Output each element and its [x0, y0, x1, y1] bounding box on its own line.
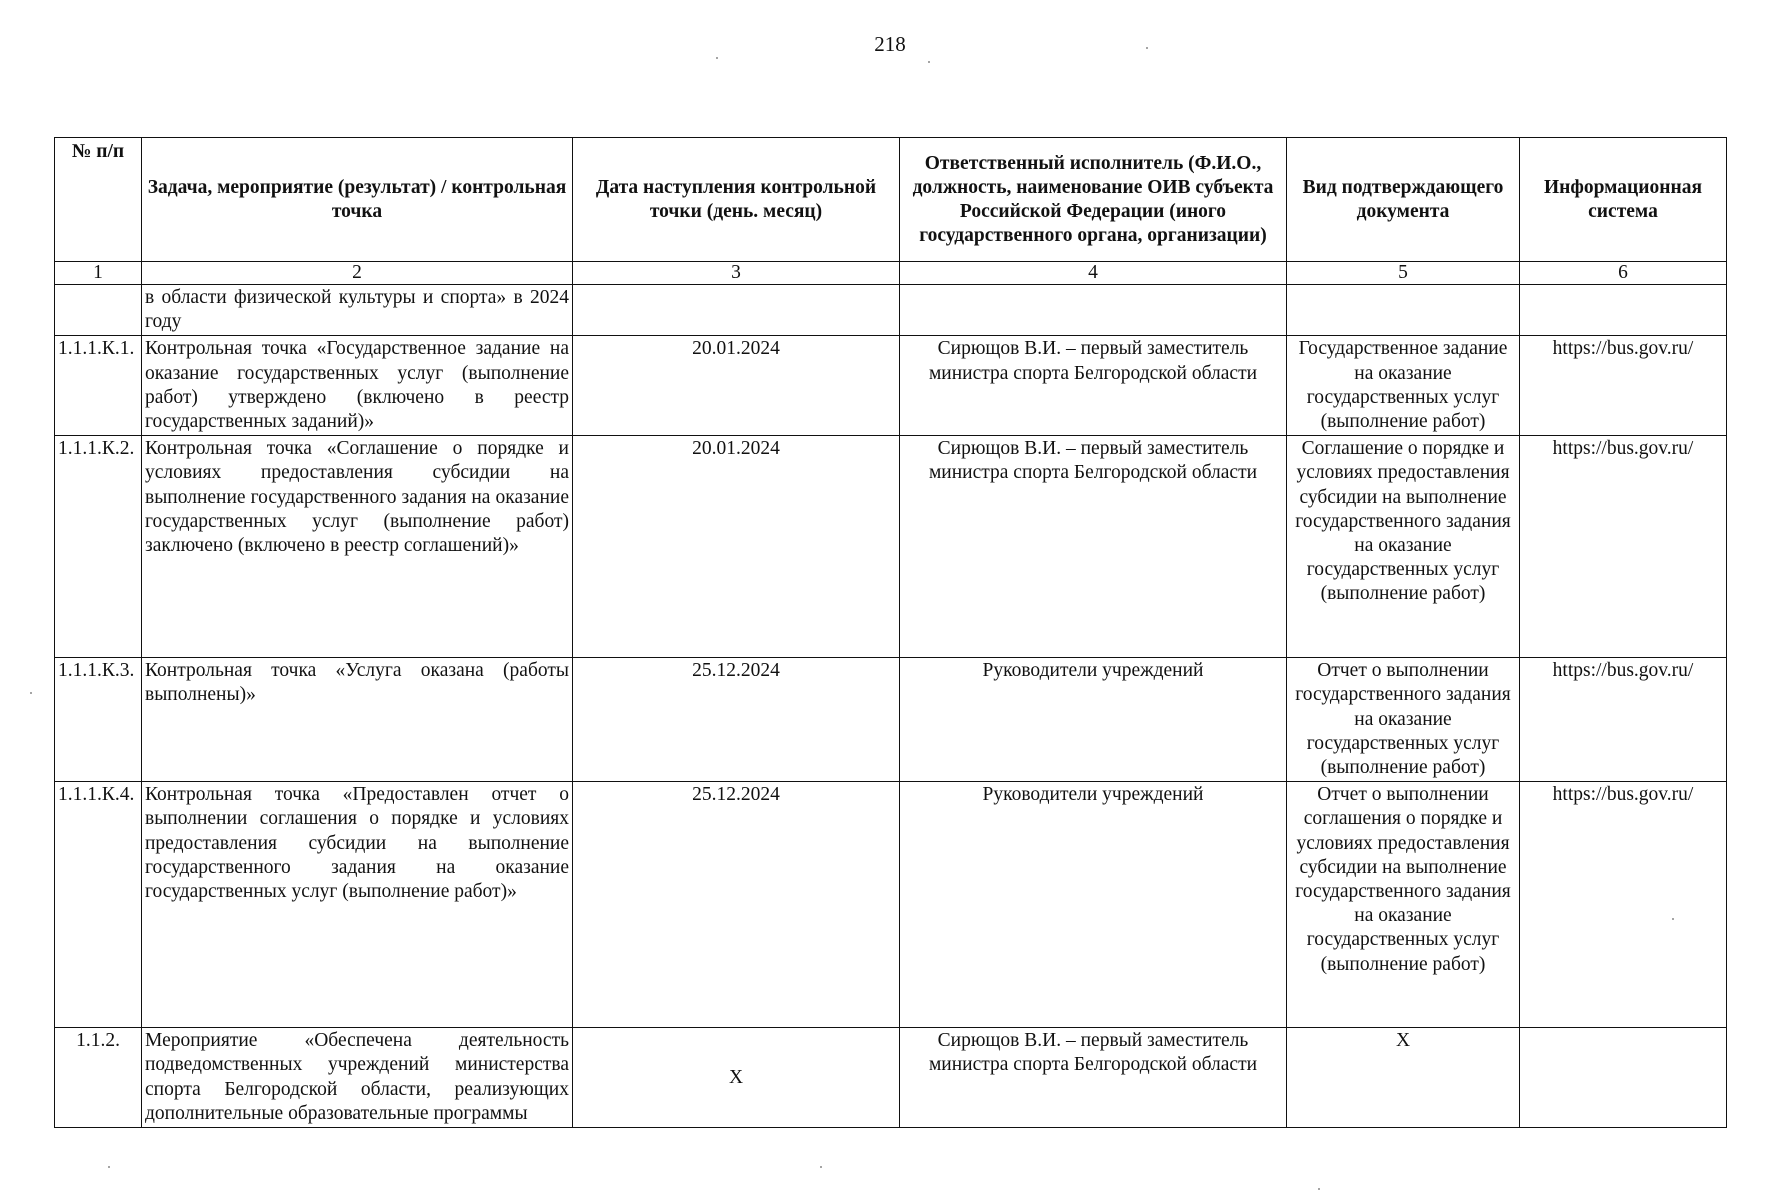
row-task: Контрольная точка «Услуга оказана (работы выполнены)»: [142, 658, 573, 782]
header-task: Задача, мероприятие (результат) / контрольная точка: [142, 138, 573, 262]
row-task: Мероприятие «Обеспечена деятельность подведомственных учреждений министерства спорта Белгородской области, реализующих дополнительные образовательные программы: [142, 1028, 573, 1128]
row-document: Соглашение о порядке и условиях предоставления субсидии на выполнение государственного задания на оказание государственных услуг (выполнение работ): [1287, 436, 1520, 658]
header-number: № п/п: [55, 138, 142, 262]
row-executor: Сирющов В.И. – первый заместитель министра спорта Белгородской области: [900, 1028, 1287, 1128]
row-system: https://bus.gov.ru/: [1520, 436, 1727, 658]
row-number: 1.1.1.К.4.: [55, 782, 142, 1028]
row-executor: Руководители учреждений: [900, 658, 1287, 782]
row-document: Отчет о выполнении государственного задания на оказание государственных услуг (выполнение работ): [1287, 658, 1520, 782]
row-system: https://bus.gov.ru/: [1520, 336, 1727, 436]
row-number: 1.1.1.К.2.: [55, 436, 142, 658]
header-system: Информационная система: [1520, 138, 1727, 262]
row-date: [573, 285, 900, 336]
column-index: 1: [55, 262, 142, 285]
row-number: 1.1.2.: [55, 1028, 142, 1128]
row-executor: Руководители учреждений: [900, 782, 1287, 1028]
column-index: 2: [142, 262, 573, 285]
row-document: Отчет о выполнении соглашения о порядке и условиях предоставления субсидии на выполнение государственного задания на оказание государственных услуг (выполнение работ): [1287, 782, 1520, 1028]
row-date: 20.01.2024: [573, 436, 900, 658]
column-index: 3: [573, 262, 900, 285]
row-number: 1.1.1.К.1.: [55, 336, 142, 436]
page-number: 218: [874, 32, 906, 56]
table-row: [55, 1028, 1727, 1128]
header-document: Вид подтверждающего документа: [1287, 138, 1520, 262]
row-executor: Сирющов В.И. – первый заместитель министра спорта Белгородской области: [900, 336, 1287, 436]
row-system: https://bus.gov.ru/: [1520, 782, 1727, 1028]
table-row: [55, 285, 1727, 336]
scan-speck: [716, 57, 718, 59]
table-row: [55, 336, 1727, 436]
row-task: Контрольная точка «Государственное задание на оказание государственных услуг (выполнение работ) утверждено (включено в реестр государственных заданий)»: [142, 336, 573, 436]
control-points-table: [54, 137, 1727, 1128]
row-date: 25.12.2024: [573, 658, 900, 782]
row-document: Государственное задание на оказание государственных услуг (выполнение работ): [1287, 336, 1520, 436]
table-header-row: [55, 138, 1727, 262]
column-index-row: [55, 262, 1727, 285]
row-system: [1520, 1028, 1727, 1128]
scan-speck: [820, 1166, 822, 1168]
scan-speck: [1672, 918, 1674, 920]
row-date: Х: [573, 1028, 900, 1128]
row-date: 25.12.2024: [573, 782, 900, 1028]
column-index: 6: [1520, 262, 1727, 285]
column-index: 5: [1287, 262, 1520, 285]
row-system: [1520, 285, 1727, 336]
scan-speck: [1318, 1188, 1320, 1190]
row-date: 20.01.2024: [573, 336, 900, 436]
row-document: Х: [1287, 1028, 1520, 1128]
scan-speck: [30, 692, 32, 694]
table-row: [55, 782, 1727, 1028]
row-task: Контрольная точка «Соглашение о порядке и условиях предоставления субсидии на выполнение государственного задания на оказание государственных услуг (выполнение работ) заключено (включено в реестр соглашений)»: [142, 436, 573, 658]
header-executor: Ответственный исполнитель (Ф.И.О., должность, наименование ОИВ субъекта Российской Федерации (иного государственного органа, организации): [900, 138, 1287, 262]
table-row: [55, 436, 1727, 658]
scan-speck: [108, 1166, 110, 1168]
row-number: 1.1.1.К.3.: [55, 658, 142, 782]
row-task: Контрольная точка «Предоставлен отчет о выполнении соглашения о порядке и условиях предоставления субсидии на выполнение государственного задания на оказание государственных услуг (выполнение работ)»: [142, 782, 573, 1028]
row-number: [55, 285, 142, 336]
row-system: https://bus.gov.ru/: [1520, 658, 1727, 782]
scan-speck: [928, 61, 930, 63]
scan-speck: [1146, 47, 1148, 49]
row-executor: [900, 285, 1287, 336]
row-task: в области физической культуры и спорта» в 2024 году: [142, 285, 573, 336]
row-executor: Сирющов В.И. – первый заместитель министра спорта Белгородской области: [900, 436, 1287, 658]
row-document: [1287, 285, 1520, 336]
column-index: 4: [900, 262, 1287, 285]
header-date: Дата наступления контрольной точки (день. месяц): [573, 138, 900, 262]
table-row: [55, 658, 1727, 782]
